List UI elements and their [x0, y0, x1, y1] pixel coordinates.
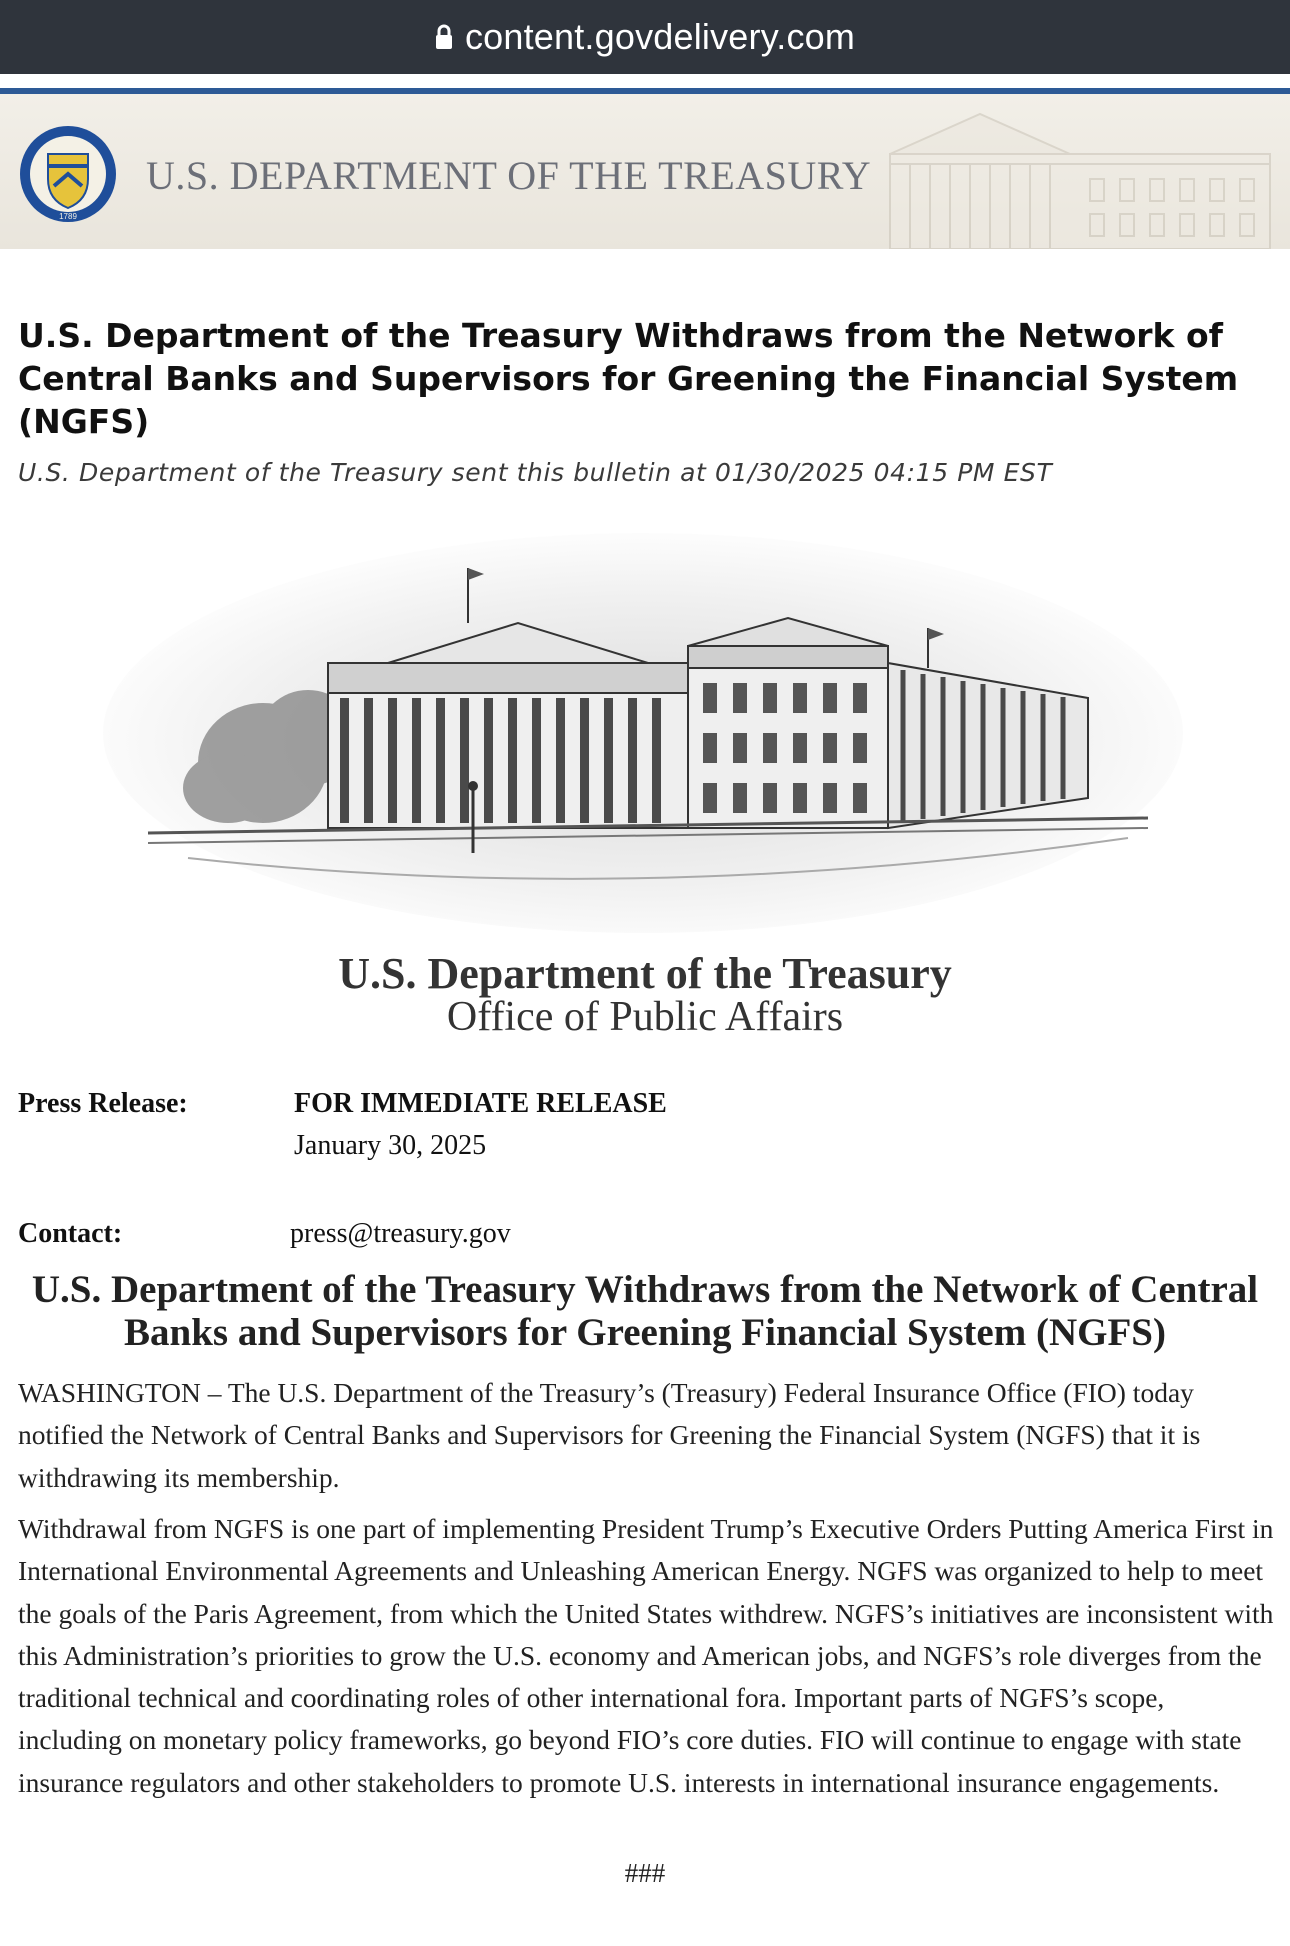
- article-paragraph-2: Withdrawal from NGFS is one part of implementing President Trump’s Executive Orders Putting America First in International Environmental Agreements and Unleashing American Energy. NGFS was organized to help to meet the goals of the Paris Agreement, from which the United States withdrew. NGFS’s initiatives are inconsistent with this Administration’s priorities to grow the U.S. economy and American jobs, and NGFS’s role diverges from the traditional technical and coordinating roles of other international fora. Important parts of NGFS’s scope, including on monetary policy frameworks, go beyond FIO’s core duties. FIO will continue to engage with state insurance regulators and other stakeholders to promote U.S. interests in international insurance engagements.: [18, 1513, 1274, 1798]
- treasury-building-engraving: [88, 498, 1198, 950]
- bulletin-sent-line: U.S. Department of the Treasury sent this bulletin at 01/30/2025 04:15 PM EST: [18, 458, 1053, 487]
- release-date: January 30, 2025: [294, 1130, 487, 1161]
- press-release-label: Press Release:: [18, 1088, 188, 1119]
- article-end-mark: ###: [624, 1858, 666, 1888]
- banner-building-icon: [830, 94, 1290, 249]
- lock-icon: [435, 24, 453, 50]
- letterhead-office: Office of Public Affairs: [446, 994, 844, 1040]
- url-text[interactable]: content.govdelivery.com: [464, 16, 856, 57]
- contact-email-link[interactable]: press@treasury.gov: [290, 1218, 511, 1249]
- bulletin-title: U.S. Department of the Treasury Withdraws from the Network of Central Banks and Supervisors for Greening the Financial System (NGFS): [18, 316, 1239, 441]
- seal-year: 1789: [59, 212, 77, 221]
- contact-label: Contact:: [18, 1218, 123, 1249]
- browser-url-bar[interactable]: [0, 0, 1290, 74]
- banner-top-gap: [0, 74, 1290, 88]
- treasury-seal-icon: [18, 124, 118, 224]
- article-headline: U.S. Department of the Treasury Withdraws from the Network of Central Banks and Supervisors for Greening Financial System (NGFS): [31, 1268, 1259, 1354]
- press-release-value: FOR IMMEDIATE RELEASE: [294, 1088, 667, 1119]
- agency-wordmark: U.S. DEPARTMENT OF THE TREASURY: [146, 153, 872, 198]
- article-paragraph-1: WASHINGTON – The U.S. Department of the Treasury’s (Treasury) Federal Insurance Office (FIO) today notified the Network of Central Banks and Supervisors for Greening the Financial System (NGFS) that it is withdrawing its membership.: [18, 1377, 1201, 1493]
- treasury-banner: [0, 94, 1290, 249]
- letterhead-department: U.S. Department of the Treasury: [338, 949, 952, 998]
